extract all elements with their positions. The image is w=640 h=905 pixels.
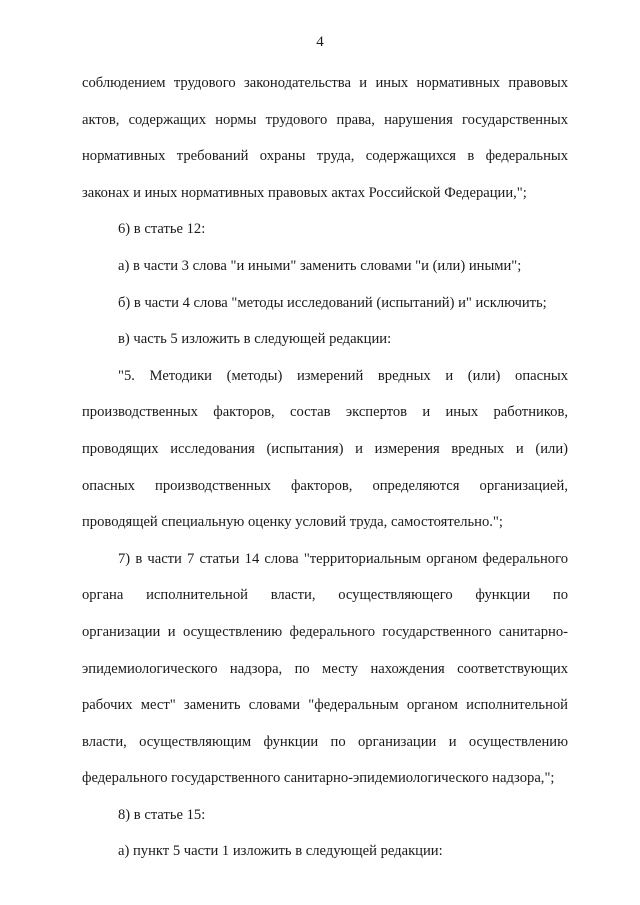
text-line: а) пункт 5 части 1 изложить в следующей редакции: [118,843,443,860]
text-line: 8) в статье 15: [118,806,206,823]
text-line: организации и осуществлению федерального государственного санитарно- [82,623,568,640]
paragraph [82,833,568,870]
text-line: в) часть 5 изложить в следующей редакции: [118,331,392,348]
text-line: 7) в части 7 статьи 14 слова "территориальным органом федерального [118,550,568,567]
paragraph [82,285,568,322]
paragraph [82,211,568,248]
text-line: рабочих мест" заменить словами "федеральным органом исполнительной [82,697,568,714]
text-line: производственных факторов, состав экспертов и иных работников, [82,404,568,421]
paragraph [82,248,568,285]
text-line: б) в части 4 слова "методы исследований (испытаний) и" исключить; [118,294,547,311]
text-line: проводящей специальную оценку условий труда, самостоятельно."; [82,514,503,531]
text-line: законах и иных нормативных правовых актах Российской Федерации,"; [82,184,527,201]
document-body [82,65,568,870]
paragraph [82,797,568,834]
text-line: органа исполнительной власти, осуществляющего функции по [82,587,568,604]
text-line: эпидемиологического надзора, по месту нахождения соответствующих [82,660,568,677]
text-line: "5. Методики (методы) измерений вредных и (или) опасных [118,367,568,384]
text-line: соблюдением трудового законодательства и иных нормативных правовых [82,75,568,91]
paragraph [82,541,568,797]
text-line: опасных производственных факторов, определяются организацией, [82,477,568,494]
paragraph [82,321,568,358]
text-line: проводящих исследования (испытания) и измерения вредных и (или) [82,440,568,457]
text-line: 6) в статье 12: [118,221,206,238]
text-line: федерального государственного санитарно-эпидемиологического надзора,"; [82,770,555,787]
text-line: нормативных требований охраны труда, содержащихся в федеральных [82,148,568,165]
paragraph [82,358,568,541]
text-line: актов, содержащих нормы трудового права, нарушения государственных [82,111,568,128]
paragraph [82,65,568,211]
text-line: а) в части 3 слова "и иными" заменить словами "и (или) иными"; [118,257,522,274]
text-line: власти, осуществляющим функции по организации и осуществлению [82,733,568,750]
page-number: 4 [316,34,324,50]
